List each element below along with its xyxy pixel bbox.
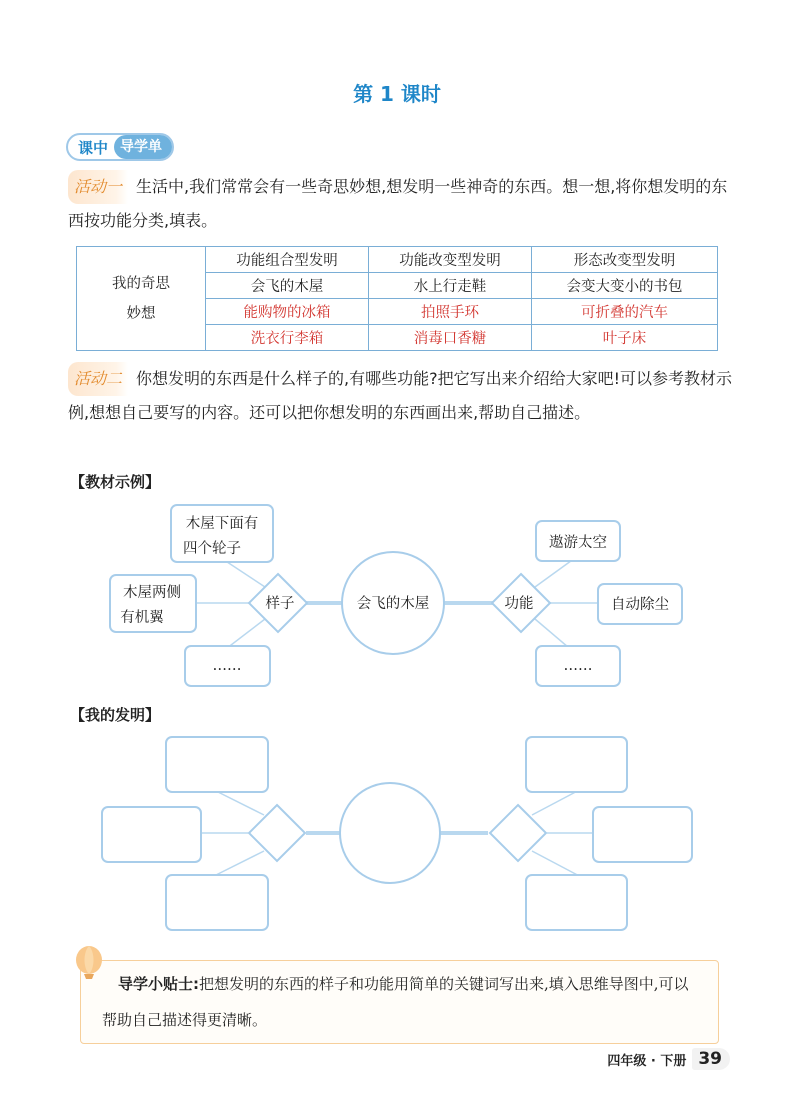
blank-box-appearance-2[interactable] (102, 807, 201, 862)
example-text: …… (563, 658, 593, 674)
example-node-label: 样子 (265, 596, 295, 612)
table-cell: 会变大变小的书包 (531, 273, 717, 299)
example-text: 自动除尘 (611, 597, 669, 613)
table-cell: 会飞的木屋 (206, 273, 369, 299)
activity-2-text: 你想发明的东西是什么样子的,有哪些功能?把它写出来介绍给大家吧!可以参考教材示例,想想自己要写的内容。还可以把你想发明的东西画出来,帮助自己描述。 (68, 369, 733, 422)
example-text: 木屋下面有 (185, 516, 259, 532)
table-header-cell: 功能组合型发明 (206, 247, 369, 273)
lesson-title: 第 1 课时 (353, 82, 441, 106)
blank-mind-map (0, 725, 794, 945)
table-answer-cell[interactable]: 拍照手环 (368, 299, 531, 325)
invention-table (76, 246, 718, 351)
my-invention-section-label: 【我的发明】 (70, 706, 161, 724)
table-header-cell: 形态改变型发明 (531, 247, 717, 273)
connector-line (535, 558, 575, 587)
blank-box-function-2[interactable] (593, 807, 692, 862)
tip-content (102, 966, 702, 1038)
blank-box-function-3[interactable] (526, 875, 627, 930)
example-text: 四个轮子 (183, 541, 241, 557)
example-text: …… (212, 658, 242, 674)
table-answer-cell[interactable]: 可折叠的汽车 (531, 299, 717, 325)
example-mind-map (0, 495, 794, 700)
tip-heading: 导学小贴士: (118, 975, 199, 993)
example-center-label: 会飞的木屋 (356, 596, 430, 612)
example-text: 有机翼 (120, 610, 164, 626)
example-text: 遨游太空 (549, 535, 607, 551)
table-cell: 水上行走鞋 (368, 273, 531, 299)
table-header-row (77, 247, 718, 273)
lesson-badge (66, 133, 174, 161)
badge-in-class: 课中 (78, 138, 109, 157)
table-answer-cell[interactable]: 消毒口香糖 (368, 325, 531, 351)
example-node-label: 功能 (504, 596, 534, 612)
activity-1-text: 生活中,我们常常会有一些奇思妙想,想发明一些神奇的东西。想一想,将你想发明的东西按功能分类,填表。 (68, 177, 728, 230)
grade-label: 四年级 · 下册 (607, 1053, 687, 1069)
page-number: 39 (692, 1048, 730, 1070)
example-text: 木屋两侧 (123, 585, 181, 601)
activity-2 (68, 362, 738, 430)
page-footer (607, 1048, 730, 1070)
badge-guide-sheet: 导学单 (114, 135, 172, 159)
activity-1-label: 活动一 (68, 170, 128, 204)
blank-center-circle[interactable] (340, 783, 440, 883)
tip-text: 把想发明的东西的样子和功能用简单的关键词写出来,填入思维导图中,可以帮助自己描述得更清晰。 (102, 975, 689, 1029)
blank-node-appearance (249, 805, 305, 861)
blank-node-function (490, 805, 546, 861)
blank-box-appearance-3[interactable] (166, 875, 268, 930)
table-answer-cell[interactable]: 叶子床 (531, 325, 717, 351)
blank-box-appearance-1[interactable] (166, 737, 268, 792)
table-answer-cell[interactable]: 能购物的冰箱 (206, 299, 369, 325)
table-row-header: 我的奇思妙想 (77, 247, 206, 351)
activity-1 (68, 170, 738, 238)
example-section-label: 【教材示例】 (70, 473, 161, 491)
balloon-icon (72, 944, 106, 984)
activity-2-label: 活动二 (68, 362, 128, 396)
blank-box-function-1[interactable] (526, 737, 627, 792)
table-answer-cell[interactable]: 洗衣行李箱 (206, 325, 369, 351)
table-header-cell: 功能改变型发明 (368, 247, 531, 273)
